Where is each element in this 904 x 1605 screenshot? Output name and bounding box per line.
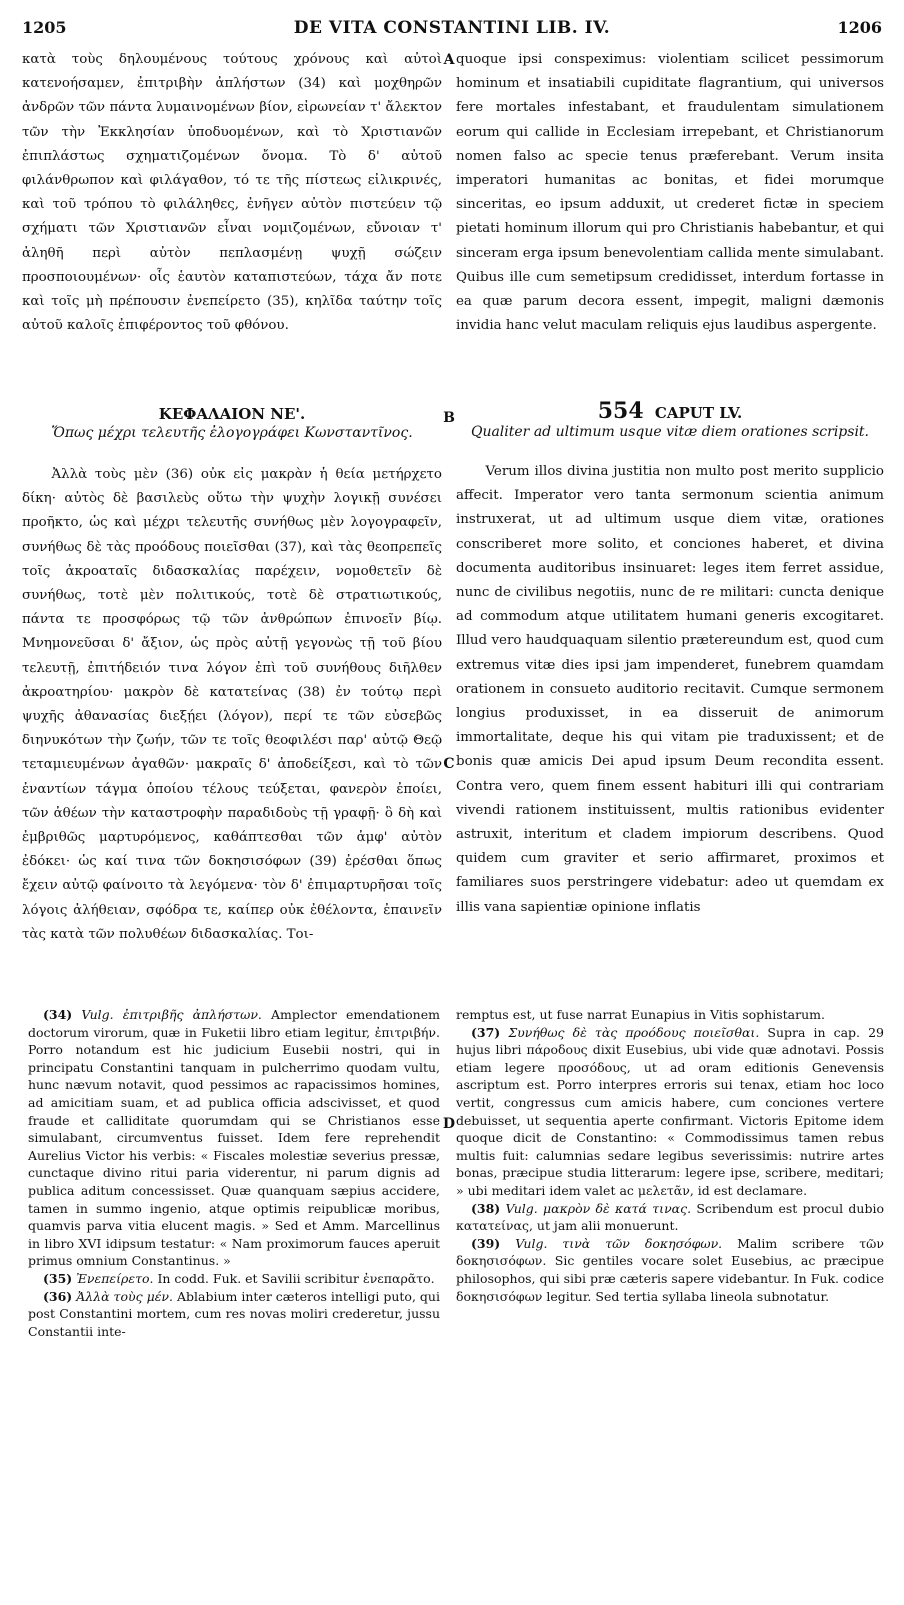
latin-paragraph: quoque ipsi conspeximus: violentiam scilicet pessimorum hominum et insatiabili cupiditate flagrantium, qui universos fere mortales infestabant, et fraudulentam simulationem eorum qui callide in Ecclesiam irrepebant, et Christianorum nomen falso ac specie tenus præferebant. Verum insita imperatori humanitas ac bonitas, et fidei morumque sinceritas, eo ipsum adduxit, ut crederet fictæ in speciem pietati hominum illorum qui pro Christianis habebantur, et qui sinceram erga ipsum benevolentiam callida mente simulabant. Quibus ille cum semetipsum credidisset, interdum fortasse in ea quæ parum decora essent, impegit, maligni dæmonis invidia hanc velut maculam reliquis ejus laudibus aspergente. (456, 52, 884, 334)
page-number-right: 1206 (837, 18, 882, 37)
footnote: (38) Vulg. μακρὸν δὲ κατά τινας. Scribendum est procul dubio κατατείνας, ut jam alii monuerunt. (456, 1200, 884, 1234)
footnote: (36) Ἀλλὰ τοὺς μέν. Ablabium inter cæteros intelligi puto, qui post Constantini mortem, cum res novas moliri crederetur, jussu Constantii inte- (28, 1288, 440, 1339)
column-number: 554 (597, 398, 644, 424)
latin-chapter-subtitle: Qualiter ad ultimum usque vitæ diem orationes scripsit. (470, 424, 870, 440)
latin-chapter-title-line (456, 398, 884, 424)
latin-chapter-heading (456, 398, 884, 441)
greek-text-chapter (22, 463, 442, 947)
greek-paragraph: Ἀλλὰ τοὺς μὲν (36) οὐκ εἰς μακρὰν ἡ θεία μετήρχετο δίκη· αὐτὸς δὲ βασιλεὺς οὕτω τὴν ψυχὴν λογικῇ συνέσει προῆκτο, ὡς καὶ μέχρι τελευτῆς συνήθως μὲν λογογραφεῖν, συνήθως δὲ τὰς προόδους ποιεῖσθαι (37), καὶ τὰς θεοπρεπεῖς τοῖς ἀκροαταῖς διδασκαλίας παρέχειν, νομοθετεῖν δὲ συνήθως, τοτὲ μὲν πολιτικούς, τοτὲ δὲ στρατιωτικούς, πάντα τε προσφόρως τῷ τῶν ἀνθρώπων ἐπινοεῖν βίῳ. Μνημονεῦσαι δ' ἄξιον, ὡς πρὸς αὐτῇ γεγονὼς τῇ τοῦ βίου τελευτῇ, ἐπιτήδειόν τινα λόγον ἐπὶ τοῦ συνήθους διῆλθεν ἀκροατηρίου· μακρὸν δὲ κατατείνας (38) ἐν τούτῳ περὶ ψυχῆς ἀθανασίας διεξῄει (λόγον), περί τε τῶν εὐσεβῶς διηνυκότων τὴν ζωήν, τῶν τε τοῖς θεοφιλέσι παρ' αὐτῷ Θεῷ τεταμιευμένων ἀγαθῶν· μακραῖς δ' ἀποδείξεσι, καὶ τὸ τῶν ἐναντίων τάγμα ὁποίου τέλους τεύξεται, φανερὸν ἐποίει, τῶν ἀθέων τὴν καταστροφὴν παραδιδοὺς τῇ γραφῇ· ὃ δὴ καὶ ἐμβριθῶς μαρτυρόμενος, καθάπτεσθαι τῶν ἀμφ' αὐτὸν ἐδόκει· ὡς καί τινα τῶν δοκησισόφων (39) ἐρέσθαι ὅπως ἔχειν αὐτῷ φαίνοιτο τὰ λεγόμενα· τὸν δ' ἐπιμαρτυρῆσαι τοῖς λόγοις ἀλήθειαν, σφόδρα τε, καίπερ οὐκ ἐθέλοντα, ἐπαινεῖν τὰς κατὰ τῶν πολυθέων διδασκαλίας. Τοι- (22, 467, 442, 942)
footnote: (39) Vulg. τινὰ τῶν δοκησόφων. Malim scribere τῶν δοκησισόφων. Sic gentiles vocare solet Eusebius, ac præcipue philosophos, qui sibi præ cæteris sapere videbantur. In Fuk. codice δοκησισόφων legitur. Sed tertia syllaba lineola subnotatur. (456, 1235, 884, 1304)
margin-marker-d: D (442, 1116, 456, 1132)
greek-chapter-heading (22, 404, 442, 442)
running-title: DE VITA CONSTANTINI LIB. IV. (293, 18, 611, 38)
footnote: (34) Vulg. ἐπιτριβῆς ἀπλήστων. Amplector emendationem doctorum virorum, quæ in Fuketii libro etiam legitur, ἐπιτριβήν. Porro notandum est hic judicium Eusebii nostri, qui in principatu Constantini tanquam in pulcherrimo quodam vultu, hunc nævum notavit, quod pessimos ac rapacissimos homines, ad amicitiam suam, et ad publica officia adscivisset, et quod fraude et calliditate quorumdam qui se Christianos esse simulabant, circumventus fuisset. Idem fere reprehendit Aurelius Victor his verbis: « Fiscales molestiæ severius pressæ, cunctaque divino ritui paria viderentur, ni parum dignis ad publica aditum concessisset. Quæ quanquam sæpius accidere, tamen in summo ingenio, atque optimis reipublicæ moribus, quamvis parva vitia elucent magis. » Sed et Amm. Marcellinus in libro XVI idipsum testatur: « Nam proximorum fauces aperuit primus omnium Constantinus. » (28, 1007, 440, 1269)
footnotes-left (28, 1006, 440, 1340)
latin-text-chapter (456, 460, 884, 920)
margin-marker-c: C (443, 756, 455, 772)
greek-chapter-title: ΚΕΦΑΛΑΙΟΝ ΝΕ'. (158, 405, 306, 423)
greek-chapter-subtitle: Ὅπως μέχρι τελευτῆς ἐλογογράφει Κωνσταντῖνος. (51, 425, 413, 441)
latin-chapter-title: CAPUT LV. (654, 404, 743, 422)
footnotes-right (456, 1006, 884, 1305)
margin-marker-b: B (443, 410, 455, 426)
greek-text-top (22, 48, 442, 338)
greek-paragraph: κατὰ τοὺς δηλουμένους τούτους χρόνους καὶ αὐτοὶ κατενοήσαμεν, ἐπιτριβὴν ἀπλήστων (34) καὶ μοχθηρῶν ἀνδρῶν τῶν πάντα λυμαινομένων βίον, εἰρωνείαν τ' ἄλεκτον τῶν τὴν Ἐκκλησίαν ὑποδυομένων, καὶ τὸ Χριστιανῶν ἐπιπλάστως σχηματιζομένων ὄνομα. Τὸ δ' αὐτοῦ φιλάνθρωπον καὶ φιλάγαθον, τό τε τῆς πίστεως εἰλικρινές, καὶ τοῦ τρόπου τὸ φιλάληθες, ἐνῆγεν αὐτὸν πιστεύειν τῷ σχήματι τῶν Χριστιανῶν εἶναι νομιζομένων, εὔνοιαν τ' ἀληθῆ περὶ αὐτὸν πεπλασμένῃ ψυχῇ σώζειν προσποιουμένων· οἷς ἑαυτὸν καταπιστεύων, τάχα ἄν ποτε καὶ τοῖς μὴ πρέπουσιν ἐνεπείρετο (35), κηλῖδα ταύτην τοῖς αὐτοῦ καλοῖς ἐπιφέροντος τοῦ φθόνου. (22, 52, 442, 334)
running-head (22, 18, 882, 42)
page-number-left: 1205 (22, 18, 67, 37)
footnote: (35) Ἐνεπείρετο. In codd. Fuk. et Savilii scribitur ἐνεπαρᾶτο. (43, 1270, 435, 1286)
latin-text-top (456, 48, 884, 338)
margin-marker-a: A (443, 52, 455, 68)
footnote: (37) Συνήθως δὲ τὰς προόδους ποιεῖσθαι. Supra in cap. 29 hujus libri πάροδους dixit Eusebius, ubi vide quæ adnotavi. Possis etiam legere προσόδους, ut ad oram editionis Genevensis ascriptum est. Porro interpres erroris sui tenax, etiam hoc loco vertit, congressus cum amicis habere, cum conciones vertere debuisset, ut sequentia aperte confirmant. Victoris Epitome idem quoque dicit de Constantino: « Commodissimus tamen rebus multis fuit: calumnias sedare legibus severissimis: nutrire artes bonas, præcipue studia litterarum: legere ipse, scribere, meditari; » ubi meditari idem valet ac μελετᾶν, id est declamare. (456, 1024, 884, 1198)
footnote-continuation: remptus est, ut fuse narrat Eunapius in Vitis sophistarum. (456, 1007, 825, 1022)
latin-paragraph: Verum illos divina justitia non multo post merito supplicio affecit. Imperator vero tanta sermonum scientia animum instruxerat, ut ad ultimum usque diem vitæ, orationes conscriberet more solito, et conciones haberet, et divina documenta auditoribus insinuaret: leges item ferret assidue, nunc de civilibus negotiis, nunc de re militari: cuncta denique ad commodum atque utilitatem humani generis excogitaret. Illud vero haudquaquam silentio prætereundum est, quod cum extremus vitæ dies ipsi jam impenderet, funebrem quamdam orationem in consueto auditorio recitavit. Cumque sermonem longius produxisset, in ea disseruit de animorum immortalitate, deque his qui vitam pie traduxissent; et de bonis quæ amicis Dei apud ipsum Deum recondita essent. Contra vero, quem finem essent habituri illi qui contrariam vivendi rationem instituissent, multis rationibus evidenter astruxit, interitum et cladem impiorum describens. Quod quidem cum graviter et serio affirmaret, proximos et familiares suos perstringere videbatur: adeo ut quemdam ex illis vana sapientiæ opinione inflatis (456, 464, 884, 915)
